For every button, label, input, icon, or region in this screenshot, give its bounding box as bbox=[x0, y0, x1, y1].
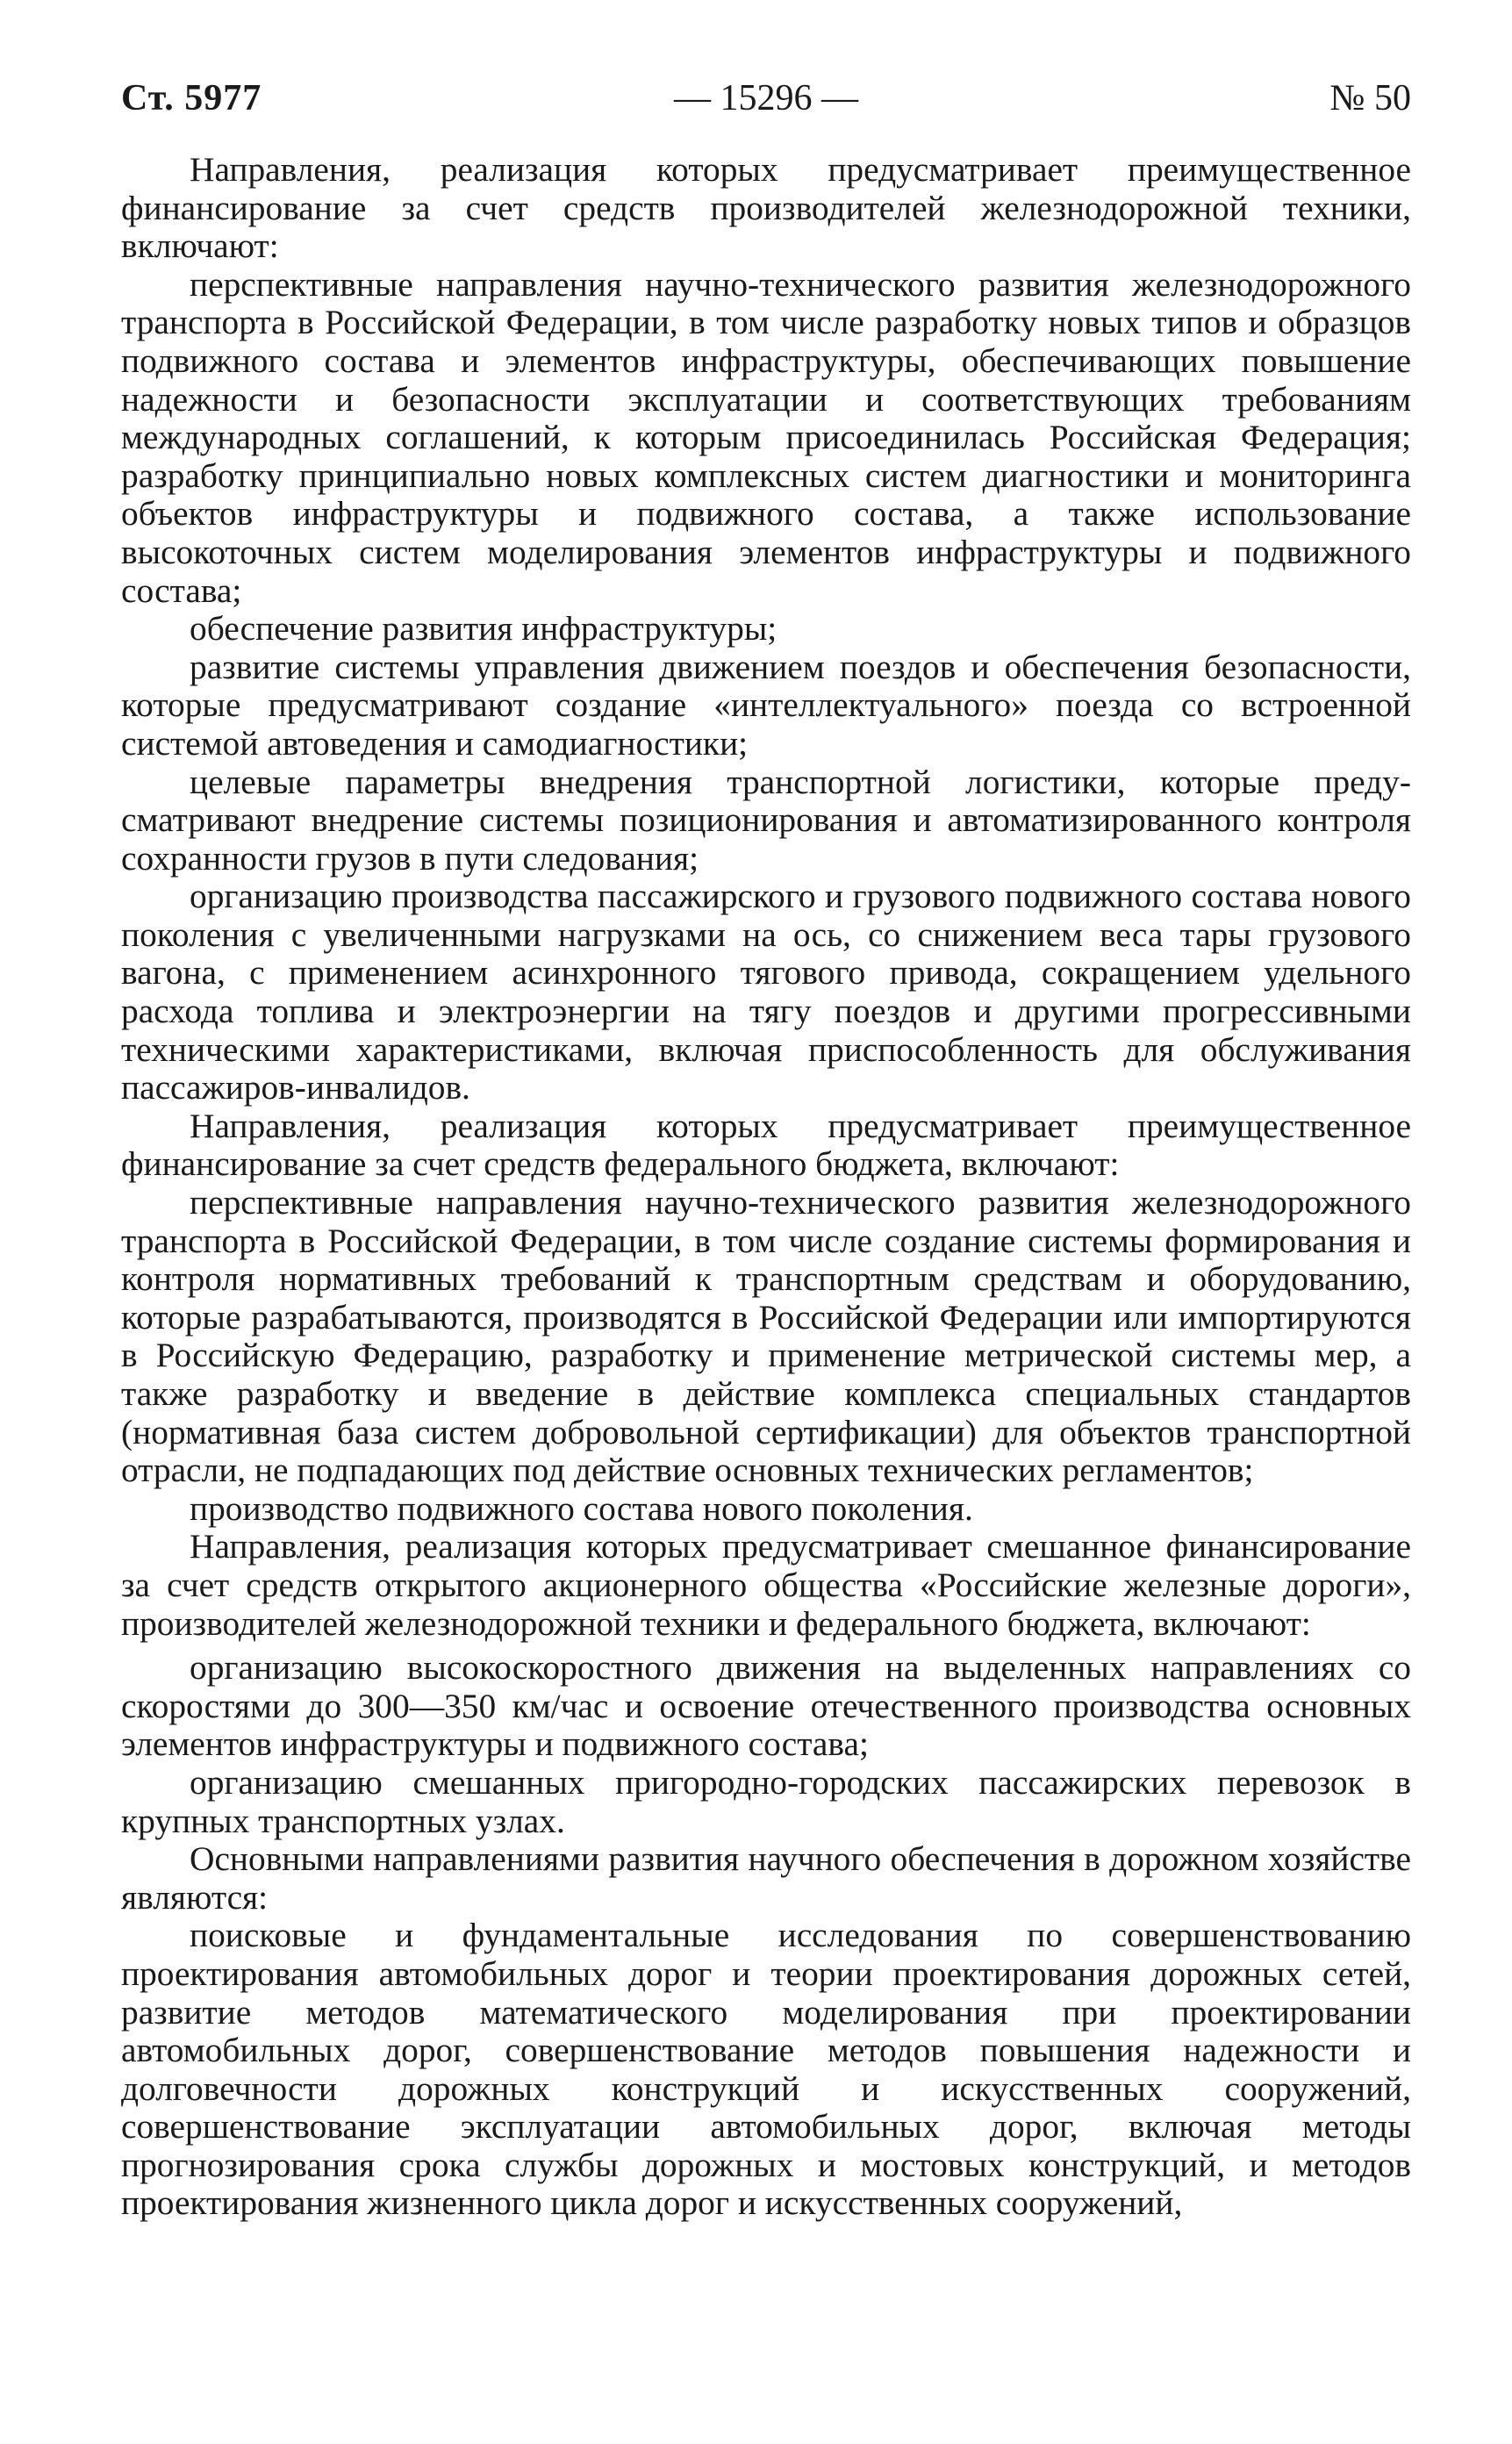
paragraph: перспективные направления научно-технического развития железнодорожного транспорта в Российской Федерации, в том числе создание системы формирования и контроля нормативных требований к транспортным средствам и оборудованию, которые разрабатываются, производятся в Российской Федерации или импортируются в Российскую Федерацию, разработку и применение метрической системы мер, а также разработку и введение в действие комплекса специальных стандартов (нормативная база систем добровольной сертификации) для объектов транспортной отрасли, не подпадающих под действие основных технических регламентов; bbox=[121, 1183, 1411, 1490]
paragraph: производство подвижного состава нового поколения. bbox=[190, 1488, 973, 1528]
paragraph: Основными направлениями развития научного обеспечения в дорожном хозяйстве являются: bbox=[121, 1839, 1411, 1917]
paragraph: перспективные направления научно-технического развития железнодорожного транспорта в Российской Федерации, в том числе разработку новых типов и образцов подвижного состава и элементов инфраструктуры, обеспечивающих повышение надежности и безопасности эксплуатации и соответствующих требованиям международных соглашений, к которым присоединилась Российская Федерация; разработку принципиально новых комплексных систем диагностики и мониторинга объектов инфраструктуры и подвижного состава, а также использование высокоточных систем моделирования элементов инфраструктуры и подвижного состава; bbox=[121, 264, 1411, 610]
paragraph: обеспечение развития инфраструктуры; bbox=[190, 609, 777, 649]
paragraph: организацию смешанных пригородно-городских пассажирских перевозок в крупных транспортных узлах. bbox=[121, 1762, 1411, 1840]
page-number: — 15296 — bbox=[674, 78, 858, 118]
document-body bbox=[121, 151, 1411, 2223]
paragraph: Направления, реализация которых предусматривает преимущественное финансирование за счет средств федерального бюджета, включают: bbox=[121, 1106, 1411, 1184]
page-header bbox=[121, 77, 1411, 130]
paragraph: Направления, реализация которых предусматривает смешанное финансирование за счет средств открытого акционерного общества «Российские железные дороги», производителей железнодорожной техники и федерального бюджета, включают: bbox=[121, 1527, 1411, 1643]
paragraph: поисковые и фундаментальные исследования по совершенствованию проектирования автомобильных дорог и теории проектирования дорожных сетей, развитие методов математического моделирования при проектировании автомобильных дорог, совершенствование методов повышения надежности и долговечности дорожных конструкций и искусственных сооружений, совершенствование эксплуатации автомобильных дорог, включая методы прогнозирования срока службы дорожных и мостовых конструкций, и методов проектирования жизненного цикла дорог и искусственных сооружений, bbox=[121, 1916, 1411, 2223]
issue-number: № 50 bbox=[1329, 78, 1411, 118]
paragraph: целевые параметры внедрения транспортной логистики, которые предусматривают внедрение системы позиционирования и автоматизированного контроля сохранности грузов в пути следования; bbox=[121, 762, 1411, 878]
paragraph: развитие системы управления движением поездов и обеспечения безопасности, которые предусматривают создание «интеллектуального» поезда со встроенной системой автоведения и самодиагностики; bbox=[121, 647, 1411, 763]
paragraph: организацию высокоскоростного движения на выделенных направлениях со скоростями до 300—350 км/час и освоение отечественного производства основных элементов инфраструктуры и подвижного состава; bbox=[121, 1648, 1411, 1764]
paragraph: организацию производства пассажирского и грузового подвижного состава нового поколения с увеличенными нагрузками на ось, со снижением веса тары грузового вагона, с применением асинхронного тягового привода, сокращением удельного расхода топлива и электроэнергии на тягу поездов и другими прогрессивными техническими характеристиками, включая приспособленность для обслуживания пассажиров-инвалидов. bbox=[121, 877, 1411, 1107]
paragraph: Направления, реализация которых предусматривает преимущественное финансирование за счет средств производителей железнодорожной техники, включают: bbox=[121, 150, 1411, 266]
article-number: Ст. 5977 bbox=[121, 78, 262, 118]
